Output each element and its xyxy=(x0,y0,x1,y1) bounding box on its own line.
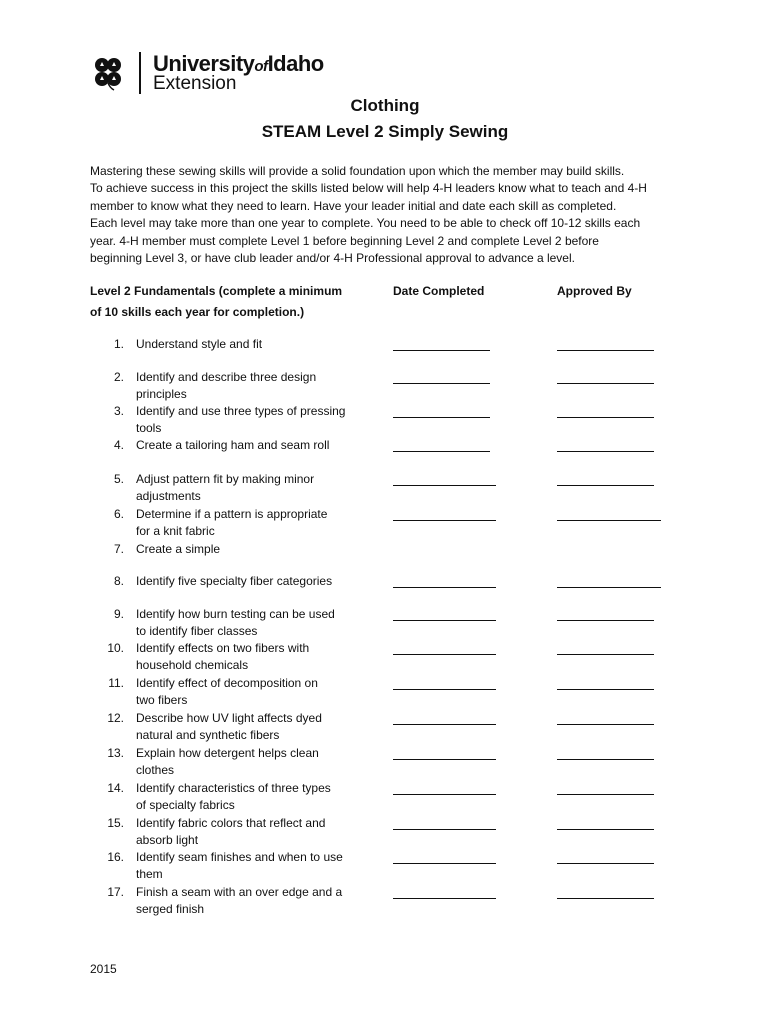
date-completed-field[interactable] xyxy=(393,888,496,899)
approved-by-field[interactable] xyxy=(557,853,654,864)
approved-by-field[interactable] xyxy=(557,888,654,899)
date-completed-field[interactable] xyxy=(393,577,496,588)
intro-line: Mastering these sewing skills will provide a solid foundation upon which the member may build skills. xyxy=(90,164,625,178)
footer-year: 2015 xyxy=(90,962,117,976)
date-completed-field[interactable] xyxy=(393,784,496,795)
date-completed-field[interactable] xyxy=(393,510,496,521)
approved-by-field[interactable] xyxy=(557,679,654,690)
approved-by-field[interactable] xyxy=(557,819,654,830)
approved-by-field[interactable] xyxy=(557,644,654,655)
intro-line: Each level may take more than one year to complete. You need to be able to check off 10-12 skills each xyxy=(90,216,641,231)
intro-line: year. 4-H member must complete Level 1 before beginning Level 2 and complete Level 2 before xyxy=(90,233,599,248)
date-completed-field[interactable] xyxy=(393,407,490,418)
approved-by-field[interactable] xyxy=(557,340,654,351)
approved-by-field[interactable] xyxy=(557,784,654,795)
date-completed-field[interactable] xyxy=(393,679,496,690)
approved-by-field[interactable] xyxy=(557,475,654,486)
date-completed-header: Date Completed xyxy=(393,284,485,298)
date-completed-field[interactable] xyxy=(393,714,496,725)
approved-by-field[interactable] xyxy=(557,714,654,725)
approved-by-field[interactable] xyxy=(557,577,661,588)
university-name: UniversityofIdaho xyxy=(153,51,324,76)
intro-line: To achieve success in this project the skills listed below will help 4-H leaders know what to teach and 4-H xyxy=(90,181,647,196)
4h-clover-logo xyxy=(90,55,126,91)
approved-by-field[interactable] xyxy=(557,441,654,452)
extension-label: Extension xyxy=(153,73,237,94)
date-completed-field[interactable] xyxy=(393,441,490,452)
date-completed-field[interactable] xyxy=(393,853,496,864)
page-title: Clothing xyxy=(350,96,420,115)
approved-by-field[interactable] xyxy=(557,510,661,521)
page-subtitle: STEAM Level 2 Simply Sewing xyxy=(261,122,509,141)
date-completed-field[interactable] xyxy=(393,373,490,384)
date-completed-field[interactable] xyxy=(393,610,496,621)
approved-by-field[interactable] xyxy=(557,407,654,418)
date-completed-field[interactable] xyxy=(393,475,496,486)
fundamentals-header: Level 2 Fundamentals (complete a minimum of 10 skills each year for completion.) xyxy=(90,284,343,319)
intro-line: beginning Level 3, or have club leader and/or 4-H Professional approval to advance a level. xyxy=(90,251,575,266)
approved-by-field[interactable] xyxy=(557,373,654,384)
date-completed-field[interactable] xyxy=(393,819,496,830)
intro-line: member to know what they need to learn. Have your leader initial and date each skill as completed. xyxy=(90,198,617,213)
approved-by-header: Approved By xyxy=(557,284,632,298)
date-completed-field[interactable] xyxy=(393,749,496,760)
date-completed-field[interactable] xyxy=(393,644,496,655)
intro-paragraph xyxy=(90,163,690,267)
approved-by-field[interactable] xyxy=(557,749,654,760)
logo-divider xyxy=(139,52,141,94)
approved-by-field[interactable] xyxy=(557,610,654,621)
date-completed-field[interactable] xyxy=(393,340,490,351)
